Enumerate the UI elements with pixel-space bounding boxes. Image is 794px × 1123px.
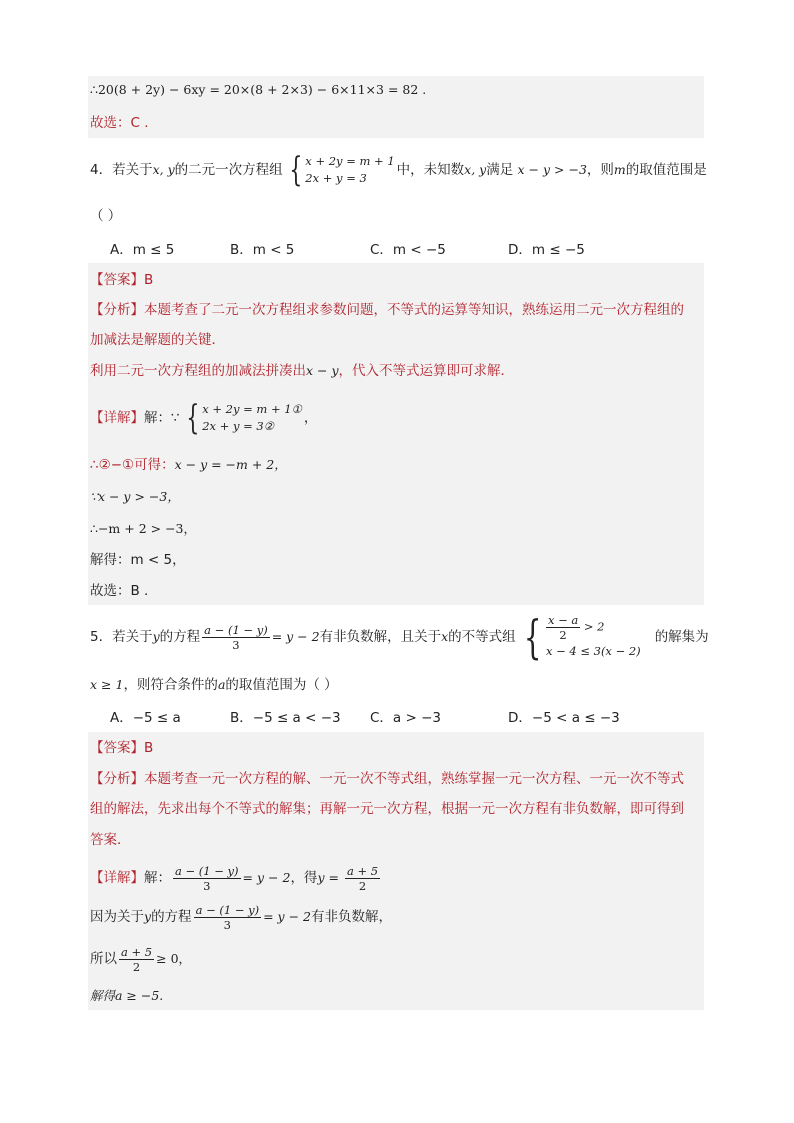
q5-detail: 【详解】解： $\frac{a - (1 - y)}{3}$ = y − 2，得y = $\frac{a + 5}{2}$ (90, 863, 379, 893)
analysis-label: 【分析】 (90, 771, 144, 787)
q4-paren: （ ） (90, 208, 122, 224)
previous-solution-choice: 故选：C . (90, 115, 149, 131)
q4-stem: 4．若关于x, y的二元一次方程组 { x + 2y = m + 1 2x + y = 3 中，未知数x, y满足 x − y > −3，则m的取值范围是 (90, 150, 707, 190)
q4-step-1: ∴②−①可得：x − y = −m + 2， (90, 457, 287, 473)
q4-equation-system: { x + 2y = m + 1 2x + y = 3 (288, 150, 395, 190)
q5-analysis-2: 组的解法，先求出每个不等式的解集；再解一元一次方程，根据一元一次方程有非负数解，即可得到 (90, 801, 684, 817)
q5-option-a: A．−5 ≤ a (110, 710, 181, 726)
q5-equation-fraction: $\frac{a - (1 - y)}{3}$ (204, 622, 268, 652)
q5-inequality-system: { $\frac{x - a}{2}$ > 2 x − 4 ≤ 3(x − 2) (523, 610, 641, 664)
q4-option-b: B．m < 5 (230, 242, 295, 258)
analysis-label: 【分析】 (90, 302, 144, 318)
q4-detail: 【详解】解：∵ { x + 2y = m + 1① 2x + y = 3② ， (90, 398, 318, 438)
q5-final: 解得a ≥ −5. (90, 988, 164, 1003)
q5-so: 所以 $\frac{a + 5}{2}$ ≥ 0， (90, 944, 192, 974)
q4-option-d: D．m ≤ −5 (508, 242, 585, 258)
q4-step-3: ∴−m + 2 > −3， (90, 521, 196, 536)
q4-detail-system: { x + 2y = m + 1① 2x + y = 3② (185, 398, 302, 438)
q5-because: 因为关于y的方程 $\frac{a - (1 - y)}{3}$ = y − 2有非负数解， (90, 902, 392, 932)
q5-analysis-1: 【分析】本题考查一元一次方程的解、一元一次不等式组，熟练掌握一元一次方程、一元一次不等式 (90, 771, 684, 787)
q4-analysis-1: 【分析】本题考查了二元一次方程组求参数问题，不等式的运算等知识，熟练运用二元一次方程组的 (90, 302, 684, 318)
q5-stem: 5．若关于y的方程 $\frac{a - (1 - y)}{3}$ = y − 2有非负数解，且关于x的不等式组 { $\frac{x - a}{2}$ > 2 x − 4 ≤ 3(x − 2) 的解集为 (90, 610, 709, 664)
q4-option-c: C．m < −5 (370, 242, 446, 258)
q4-analysis-3: 利用二元一次方程组的加减法拼凑出x − y，代入不等式运算即可求解． (90, 363, 515, 379)
q4-step-5: 故选：B . (90, 583, 149, 599)
q5-option-b: B．−5 ≤ a < −3 (230, 710, 341, 726)
q4-step-4: 解得：m < 5， (90, 552, 186, 568)
previous-solution-line: ∴20(8 + 2y) − 6xy = 20×(8 + 2×3) − 6×11×3 = 82 . (90, 82, 427, 97)
q4-step-2: ∵x − y > −3， (90, 489, 180, 504)
detail-label: 【详解】 (90, 870, 144, 886)
detail-label: 【详解】 (90, 410, 144, 426)
q4-analysis-2: 加减法是解题的关键． (90, 332, 225, 348)
q5-answer: 【答案】B (90, 740, 154, 756)
q4-option-a: A．m ≤ 5 (110, 242, 175, 258)
q5-option-c: C．a > −3 (370, 710, 441, 726)
q5-stem-line-2: x ≥ 1，则符合条件的a的取值范围为（ ） (90, 677, 338, 693)
q5-option-d: D．−5 < a ≤ −3 (508, 710, 620, 726)
q4-answer: 【答案】B (90, 272, 154, 288)
q5-analysis-3: 答案． (90, 832, 131, 848)
